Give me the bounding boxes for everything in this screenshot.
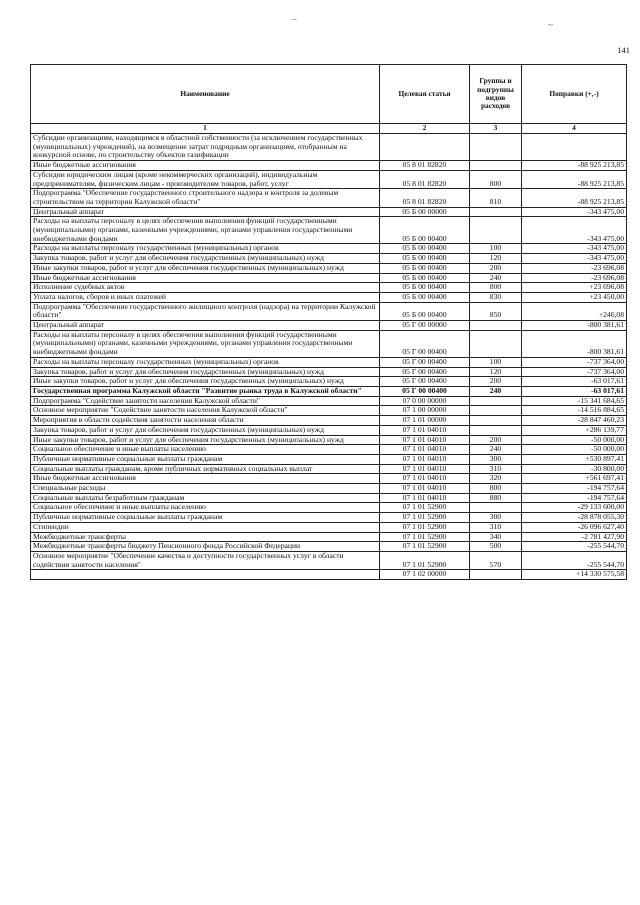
row-name: [31, 570, 380, 580]
row-target-code: 07 1 01 52900: [380, 551, 470, 569]
row-name: Межбюджетные трансферты бюджету Пенсионного фонда Российской Федерации: [31, 542, 380, 552]
row-amount: -343 475,00: [522, 244, 627, 254]
table-row: [31, 416, 627, 426]
row-amount: -343 475,00: [522, 254, 627, 264]
row-amount: -88 925 213,85: [522, 170, 627, 188]
row-target-code: 07 1 01 04010: [380, 445, 470, 455]
row-target-code: 07 1 01 04010: [380, 454, 470, 464]
row-target-code: 07 0 00 00000: [380, 396, 470, 406]
row-target-code: [380, 134, 470, 161]
row-amount: -194 757,64: [522, 484, 627, 494]
header-target: Целевая статья: [380, 65, 470, 124]
row-group-code: 300: [470, 454, 522, 464]
row-amount: -28 847 460,23: [522, 416, 627, 426]
row-target-code: 05 Б 00 00400: [380, 217, 470, 244]
row-name: Закупка товаров, работ и услуг для обеспечения государственных (муниципальных) нужд: [31, 425, 380, 435]
col-number: 3: [470, 124, 522, 134]
row-amount: -63 017,61: [522, 386, 627, 396]
row-name: Закупка товаров, работ и услуг для обеспечения государственных (муниципальных) нужд: [31, 367, 380, 377]
row-name: Подпрограмма "Обеспечение государственного строительного надзора и контроля за долевым строительством на территории Калужской области": [31, 189, 380, 207]
row-target-code: 05 Б 00 00400: [380, 244, 470, 254]
table-row: [31, 454, 627, 464]
header-changes: Поправки (+,-): [522, 65, 627, 124]
row-target-code: 05 Г 00 00000: [380, 321, 470, 331]
table-row: [31, 321, 627, 331]
row-target-code: 07 1 00 00000: [380, 406, 470, 416]
row-amount: -30 800,00: [522, 464, 627, 474]
row-amount: -343 475,00: [522, 217, 627, 244]
row-amount: -23 696,08: [522, 263, 627, 273]
row-target-code: 07 1 01 52900: [380, 503, 470, 513]
table-row: [31, 170, 627, 188]
row-group-code: [470, 416, 522, 426]
row-name: Иные бюджетные ассигнования: [31, 161, 380, 171]
row-group-code: 830: [470, 292, 522, 302]
row-target-code: 05 8 01 82820: [380, 170, 470, 188]
row-name: Расходы на выплаты персоналу в целях обеспечения выполнения функций государственными (муниципальными) органами, казенными учреждениями, органами управления государственными внебюджетными фондами: [31, 217, 380, 244]
table-row: [31, 542, 627, 552]
row-group-code: 100: [470, 244, 522, 254]
row-target-code: 05 Б 00 00400: [380, 254, 470, 264]
row-target-code: 07 1 01 52900: [380, 522, 470, 532]
row-target-code: 05 Г 00 00400: [380, 357, 470, 367]
table-row: [31, 367, 627, 377]
table-row: [31, 435, 627, 445]
table-row: [31, 254, 627, 264]
row-amount: +23 696,08: [522, 283, 627, 293]
row-amount: -26 096 627,40: [522, 522, 627, 532]
row-name: Подпрограмма "Обеспечение государственного жилищного контроля (надзора) на территории Калужской области": [31, 302, 380, 320]
row-group-code: 810: [470, 189, 522, 207]
row-name: Основное мероприятие "Содействие занятости населения Калужской области": [31, 406, 380, 416]
row-target-code: 07 1 01 00000: [380, 416, 470, 426]
row-target-code: 07 1 01 04010: [380, 484, 470, 494]
table-row: [31, 396, 627, 406]
row-name: Центральный аппарат: [31, 207, 380, 217]
col-number: 1: [31, 124, 380, 134]
row-name: Социальное обеспечение и иные выплаты населению: [31, 503, 380, 513]
top-mark: –: [292, 14, 297, 24]
row-target-code: 05 Г 00 00400: [380, 386, 470, 396]
row-name: Мероприятия в области содействия занятости населения области: [31, 416, 380, 426]
row-amount: -28 878 055,30: [522, 513, 627, 523]
row-name: Иные закупки товаров, работ и услуг для обеспечения государственных (муниципальных) нужд: [31, 435, 380, 445]
row-group-code: [470, 425, 522, 435]
row-name: Иные закупки товаров, работ и услуг для обеспечения государственных (муниципальных) нужд: [31, 377, 380, 387]
row-name: Государственная программа Калужской области "Развитие рынка труда в Калужской области": [31, 386, 380, 396]
row-group-code: [470, 161, 522, 171]
header-groups: Группы и подгруппы видов расходов: [470, 65, 522, 124]
table-row: [31, 551, 627, 569]
row-group-code: 200: [470, 263, 522, 273]
row-group-code: 310: [470, 464, 522, 474]
row-group-code: [470, 207, 522, 217]
row-target-code: 07 1 02 00000: [380, 570, 470, 580]
row-target-code: 07 1 01 52900: [380, 542, 470, 552]
row-name: Специальные расходы: [31, 484, 380, 494]
row-group-code: [470, 396, 522, 406]
row-name: Расходы на выплаты персоналу в целях обеспечения выполнения функций государственными (муниципальными) органами, казенными учреждениями, органами управления государственными внебюджетными фондами: [31, 330, 380, 357]
table-row: [31, 532, 627, 542]
table-row: [31, 292, 627, 302]
row-name: Иные бюджетные ассигнования: [31, 474, 380, 484]
row-name: Расходы на выплаты персоналу государственных (муниципальных) органов: [31, 244, 380, 254]
table-row: [31, 217, 627, 244]
table-row: [31, 283, 627, 293]
table-row: [31, 189, 627, 207]
row-group-code: 800: [470, 484, 522, 494]
row-group-code: 120: [470, 367, 522, 377]
row-group-code: 320: [470, 474, 522, 484]
row-target-code: 05 8 01 82820: [380, 161, 470, 171]
row-name: Закупка товаров, работ и услуг для обеспечения государственных (муниципальных) нужд: [31, 254, 380, 264]
row-group-code: 240: [470, 386, 522, 396]
row-group-code: 120: [470, 254, 522, 264]
table-row: [31, 513, 627, 523]
table-row: [31, 377, 627, 387]
row-group-code: [470, 321, 522, 331]
row-group-code: [470, 134, 522, 161]
row-amount: +14 330 575,58: [522, 570, 627, 580]
row-group-code: 300: [470, 513, 522, 523]
row-target-code: 07 1 01 04010: [380, 464, 470, 474]
table-row: [31, 522, 627, 532]
row-amount: -255 544,70: [522, 551, 627, 569]
row-name: Социальное обеспечение и иные выплаты населению: [31, 445, 380, 455]
row-name: Расходы на выплаты персоналу государственных (муниципальных) органов: [31, 357, 380, 367]
row-target-code: 05 8 01 82820: [380, 189, 470, 207]
table-row: [31, 406, 627, 416]
row-amount: -343 475,00: [522, 207, 627, 217]
row-group-code: [470, 217, 522, 244]
row-amount: -29 133 600,00: [522, 503, 627, 513]
table-row: [31, 134, 627, 161]
row-amount: -800 381,61: [522, 330, 627, 357]
row-amount: -2 781 427,90: [522, 532, 627, 542]
table-row: [31, 273, 627, 283]
table-row: [31, 302, 627, 320]
row-target-code: 05 Б 00 00400: [380, 263, 470, 273]
row-group-code: 200: [470, 377, 522, 387]
row-amount: +561 697,41: [522, 474, 627, 484]
table-row: [31, 386, 627, 396]
row-amount: -23 696,08: [522, 273, 627, 283]
table-row: [31, 464, 627, 474]
table-row: [31, 484, 627, 494]
row-target-code: 05 Б 00 00400: [380, 292, 470, 302]
row-amount: -15 341 684,65: [522, 396, 627, 406]
row-amount: -50 000,00: [522, 445, 627, 455]
row-name: Центральный аппарат: [31, 321, 380, 331]
row-name: Межбюджетные трансферты: [31, 532, 380, 542]
row-amount: -88 925 213,85: [522, 161, 627, 171]
row-name: Субсидии организациям, находящимся в областной собственности (за исключением государственных (муниципальных) учреждений), на возмещение затрат подрядным организациям, отобранным на конкурсной основе, по строительству объектов газификации: [31, 134, 380, 161]
row-name: Основное мероприятие "Обеспечение качества и доступности государственных услуг в области содействия занятости населения": [31, 551, 380, 569]
row-target-code: 05 Г 00 00400: [380, 330, 470, 357]
row-target-code: 07 1 01 04010: [380, 474, 470, 484]
row-amount: -88 925 213,85: [522, 189, 627, 207]
row-amount: -737 364,00: [522, 367, 627, 377]
row-name: Социальные выплаты гражданам, кроме публичных нормативных социальных выплат: [31, 464, 380, 474]
row-target-code: 07 1 01 04010: [380, 425, 470, 435]
row-target-code: 05 Б 00 00400: [380, 273, 470, 283]
row-amount: +23 450,00: [522, 292, 627, 302]
row-target-code: 07 1 01 52900: [380, 532, 470, 542]
corner-mark: ~: [548, 20, 553, 30]
row-target-code: 07 1 01 04010: [380, 493, 470, 503]
row-group-code: 800: [470, 170, 522, 188]
row-name: Стипендии: [31, 522, 380, 532]
table-row: [31, 263, 627, 273]
row-amount: -800 381,61: [522, 321, 627, 331]
col-number: 2: [380, 124, 470, 134]
row-target-code: 07 1 01 52900: [380, 513, 470, 523]
table-row: [31, 474, 627, 484]
row-amount: [522, 134, 627, 161]
page-number: 141: [617, 45, 630, 55]
row-target-code: 05 Г 00 00400: [380, 367, 470, 377]
row-name: Иные бюджетные ассигнования: [31, 273, 380, 283]
row-group-code: [470, 570, 522, 580]
row-group-code: [470, 406, 522, 416]
table-row: [31, 503, 627, 513]
row-amount: -737 364,00: [522, 357, 627, 367]
row-name: Иные закупки товаров, работ и услуг для обеспечения государственных (муниципальных) нужд: [31, 263, 380, 273]
row-amount: +246,08: [522, 302, 627, 320]
row-target-code: 05 Б 00 00000: [380, 207, 470, 217]
col-number: 4: [522, 124, 627, 134]
table-row: [31, 445, 627, 455]
row-group-code: 500: [470, 542, 522, 552]
row-name: Социальные выплаты безработным гражданам: [31, 493, 380, 503]
row-target-code: 07 1 01 04010: [380, 435, 470, 445]
row-group-code: 100: [470, 357, 522, 367]
table-row: [31, 161, 627, 171]
row-amount: +530 897,41: [522, 454, 627, 464]
table-row: [31, 425, 627, 435]
table-row: [31, 244, 627, 254]
row-amount: -14 516 884,65: [522, 406, 627, 416]
table-row: [31, 357, 627, 367]
row-amount: -63 017,61: [522, 377, 627, 387]
row-name: Публичные нормативные социальные выплаты гражданам: [31, 454, 380, 464]
row-target-code: 05 Б 00 00400: [380, 302, 470, 320]
row-group-code: 570: [470, 551, 522, 569]
table-row: [31, 570, 627, 580]
row-group-code: 240: [470, 273, 522, 283]
row-name: Уплата налогов, сборов и иных платежей: [31, 292, 380, 302]
row-name: Исполнение судебных актов: [31, 283, 380, 293]
row-name: Публичные нормативные социальные выплаты гражданам: [31, 513, 380, 523]
row-amount: -194 757,64: [522, 493, 627, 503]
row-name: Подпрограмма "Содействие занятости населения Калужской области": [31, 396, 380, 406]
table-row: [31, 207, 627, 217]
row-group-code: [470, 503, 522, 513]
row-group-code: [470, 330, 522, 357]
row-target-code: 05 Г 00 00400: [380, 377, 470, 387]
row-amount: -50 000,00: [522, 435, 627, 445]
row-amount: +286 139,77: [522, 425, 627, 435]
row-group-code: 200: [470, 435, 522, 445]
row-group-code: 880: [470, 493, 522, 503]
row-group-code: 310: [470, 522, 522, 532]
table-row: [31, 330, 627, 357]
row-group-code: 240: [470, 445, 522, 455]
header-name: Наименование: [31, 65, 380, 124]
row-name: Субсидии юридическим лицам (кроме некоммерческих организаций), индивидуальным предпринимателям, физическим лицам - производителям товаров, работ, услуг: [31, 170, 380, 188]
row-amount: -255 544,70: [522, 542, 627, 552]
row-group-code: 850: [470, 302, 522, 320]
table-row: [31, 493, 627, 503]
budget-amendments-table: [30, 64, 627, 580]
row-group-code: 340: [470, 532, 522, 542]
row-group-code: 800: [470, 283, 522, 293]
row-target-code: 05 Б 00 00400: [380, 283, 470, 293]
